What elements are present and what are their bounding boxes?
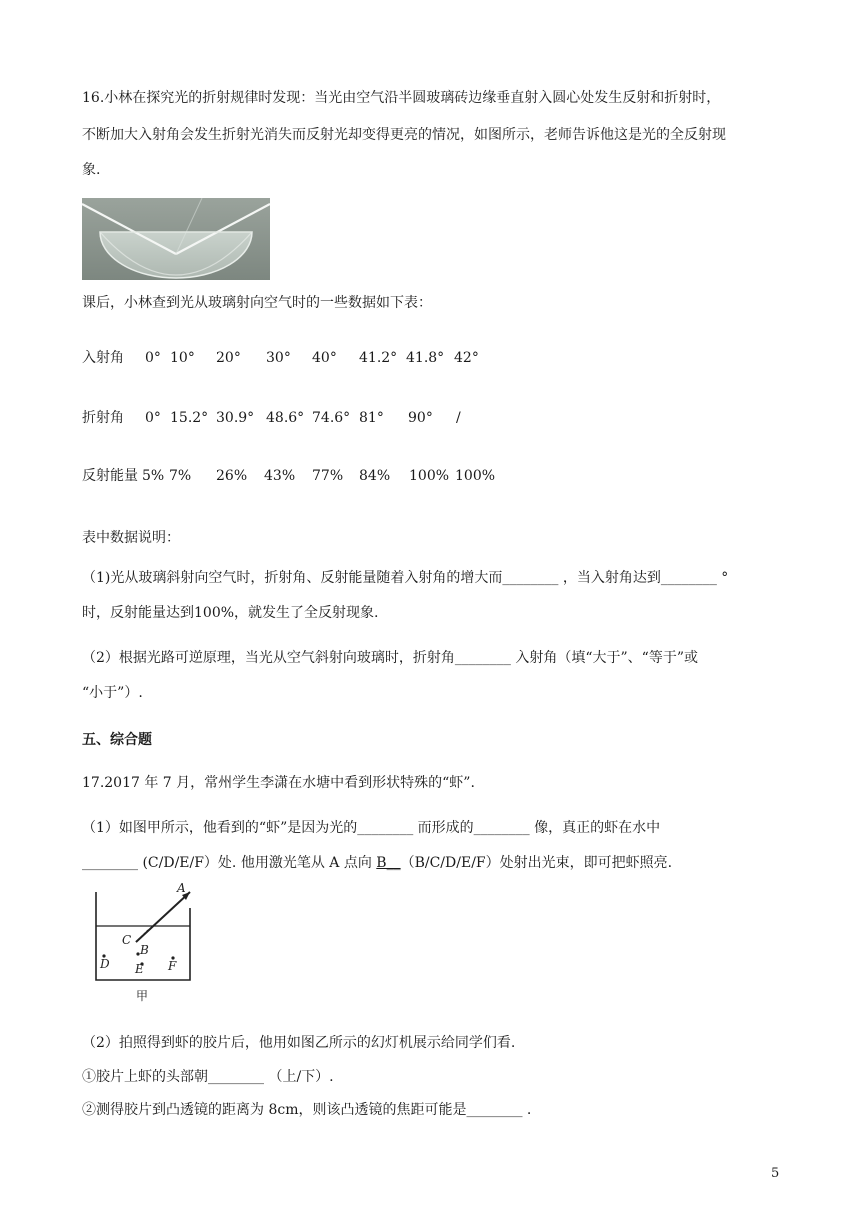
row-label: 折射角 — [82, 410, 124, 426]
row-label: 入射角 — [82, 350, 124, 366]
table-cell: 90° — [408, 410, 433, 426]
table-cell: 100% — [455, 468, 496, 484]
label-e: E — [135, 962, 144, 976]
q17-sub2-item2: ②测得胶片到凸透镜的距离为 8cm，则该凸透镜的焦距可能是________ . — [82, 1102, 532, 1118]
q17-sub2-line1: （2）拍照得到虾的胶片后，他用如图乙所示的幻灯机展示给同学们看. — [82, 1035, 516, 1051]
q17-sub2-item1: ①胶片上虾的头部朝________ （上/下）. — [82, 1069, 334, 1085]
glass-semicircle-photo — [82, 198, 270, 280]
table-cell: 30.9° — [216, 410, 255, 426]
table-cell: 42° — [454, 350, 479, 366]
label-d: D — [100, 957, 110, 971]
q17-answer-b: B__ — [376, 855, 401, 871]
table-cell: 0° — [145, 350, 161, 366]
table-cell: 40° — [312, 350, 337, 366]
table-cell: 100% — [409, 468, 450, 484]
table-cell: 43% — [264, 468, 296, 484]
diagram-caption: 甲 — [136, 989, 149, 1003]
table-cell: 77% — [312, 468, 344, 484]
q16-explain: 表中数据说明： — [82, 530, 180, 546]
label-b: B — [140, 943, 149, 957]
q16-sub2-line1: （2）根据光路可逆原理，当光从空气斜射向玻璃时，折射角________ 入射角（填“大于”、“等于”或 — [82, 650, 698, 666]
table-cell: 48.6° — [266, 410, 305, 426]
table-cell: 41.2° — [359, 350, 398, 366]
q16-line2: 不断加大入射角会发生折射光消失而反射光却变得更亮的情况，如图所示，老师告诉他这是光的全反射现 — [82, 127, 726, 143]
q16-sub1-line2: 时，反射能量达到100%，就发生了全反射现象. — [82, 605, 379, 621]
page-number: 5 — [771, 1166, 780, 1181]
table-cell: 30° — [266, 350, 291, 366]
table-cell: 10° — [170, 350, 195, 366]
diagram-jia — [82, 880, 214, 1004]
table-cell: 5% — [142, 468, 165, 484]
table-cell: 81° — [359, 410, 384, 426]
table-cell: 0° — [145, 410, 161, 426]
q16-after-photo: 课后，小林查到光从玻璃射向空气时的一些数据如下表： — [82, 295, 432, 311]
q17-sub1-line1: （1）如图甲所示，他看到的“虾”是因为光的________ 而形成的________ 像，真正的虾在水中 — [82, 820, 661, 836]
table-cell: 84% — [359, 468, 391, 484]
table-cell: 74.6° — [312, 410, 351, 426]
q17-line1: 17.2017 年 7 月，常州学生李潇在水塘中看到形状特殊的“虾”. — [82, 775, 475, 791]
table-cell: 26% — [216, 468, 248, 484]
table-cell: 41.8° — [406, 350, 445, 366]
row-label: 反射能量 — [82, 468, 138, 484]
table-cell: 7% — [169, 468, 192, 484]
q16-sub1-line1: （1)光从玻璃斜射向空气时，折射角、反射能量随着入射角的增大而________ ，当入射角达到________ ° — [82, 570, 729, 586]
label-f: F — [168, 959, 177, 973]
table-cell: / — [456, 410, 461, 426]
q17-sub1-line2-pre: ________ (C/D/E/F）处. 他用激光笔从 A 点向 — [82, 855, 377, 871]
label-c: C — [122, 933, 132, 947]
label-a: A — [177, 881, 186, 895]
q17-sub1-line2-post: （B/C/D/E/F）处射出光束，即可把虾照亮. — [400, 855, 673, 871]
table-cell: 20° — [216, 350, 241, 366]
q16-line3: 象. — [82, 162, 101, 178]
table-cell: 15.2° — [170, 410, 209, 426]
q16-line1: 16.小林在探究光的折射规律时发现：当光由空气沿半圆玻璃砖边缘垂直射入圆心处发生反射和折射时， — [82, 90, 721, 106]
q16-sub2-line2: “小于”）. — [82, 685, 143, 701]
section-heading: 五、综合题 — [82, 732, 152, 748]
q17-sub1-line2 — [82, 853, 672, 873]
